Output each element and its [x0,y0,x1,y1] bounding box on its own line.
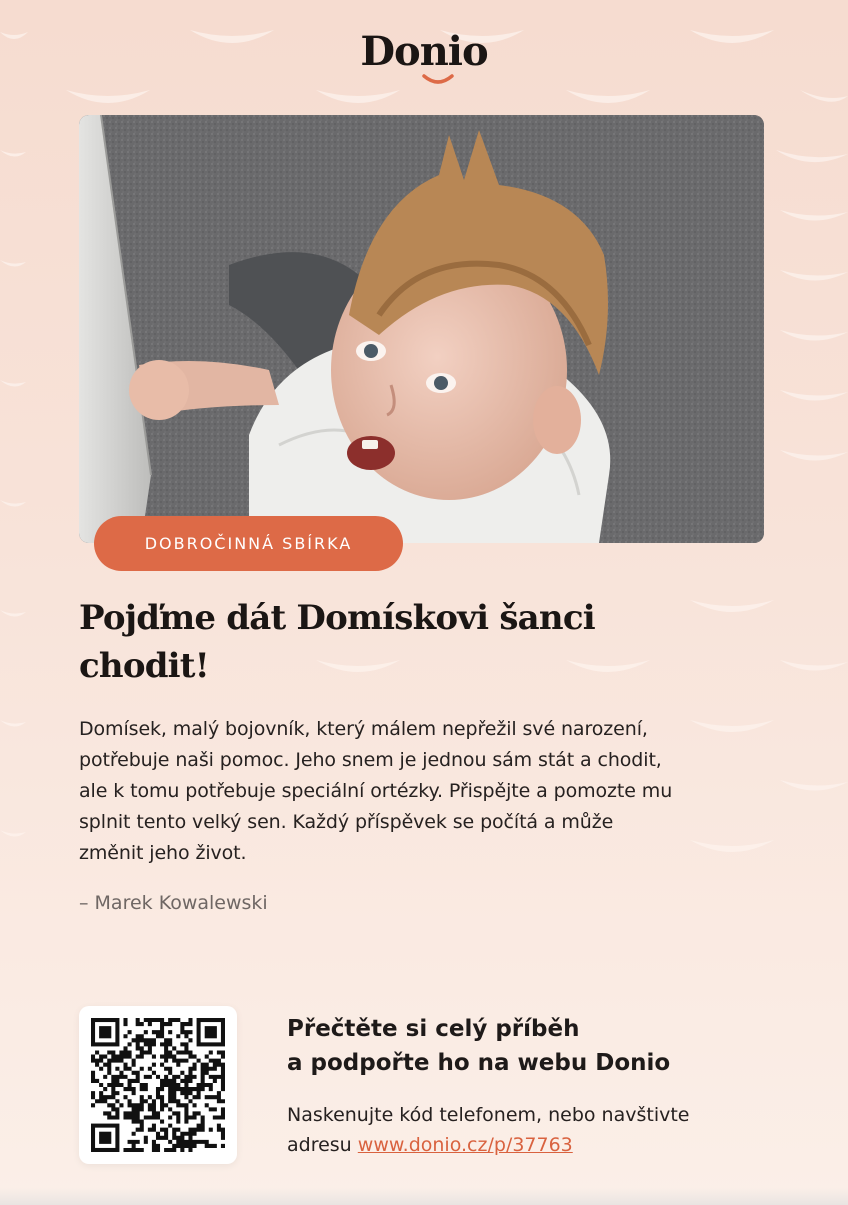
cta-text-prefix: adresu [287,1134,358,1156]
story-line: potřebuje naši pomoc. Jeho snem je jednou sám stát a chodit, [79,749,662,771]
qr-finder-pattern [91,1124,119,1152]
cta-title-line: Přečtěte si celý příběh [287,1016,580,1042]
cta-title-line: a podpořte ho na webu Donio [287,1050,671,1076]
qr-code-icon[interactable] [91,1018,225,1152]
hero-photo [79,115,764,543]
headline-line: chodit! [79,646,209,686]
qr-finder-pattern [197,1018,225,1046]
brand-header [0,28,848,76]
cta-text-line: Naskenujte kód telefonem, nebo navštivte [287,1104,690,1126]
toddler-photo-illustration [79,115,764,543]
headline-line: Pojďme dát Domískovi šanci [79,598,595,638]
story-line: změnit jeho život. [79,842,247,864]
story-text [79,714,779,869]
smile-icon [422,74,454,86]
brand-logo[interactable]: Donio [360,28,488,75]
page-title [79,594,779,690]
qr-finder-pattern [91,1018,119,1046]
campaign-link[interactable]: www.donio.cz/p/37763 [357,1134,573,1156]
cta-instructions [287,1100,807,1160]
author-signature: – Marek Kowalewski [79,892,268,914]
category-badge: DOBROČINNÁ SBÍRKA [94,516,403,571]
story-line: splnit tento velký sen. Každý příspěvek se počítá a může [79,811,614,833]
story-line: Domísek, malý bojovník, který málem nepřežil své narození, [79,718,648,740]
page-bottom-edge [0,1188,848,1205]
qr-code-card [79,1006,237,1164]
story-line: ale k tomu potřebuje speciální ortézky. Přispějte a pomozte mu [79,780,673,802]
cta-title [287,1012,807,1080]
